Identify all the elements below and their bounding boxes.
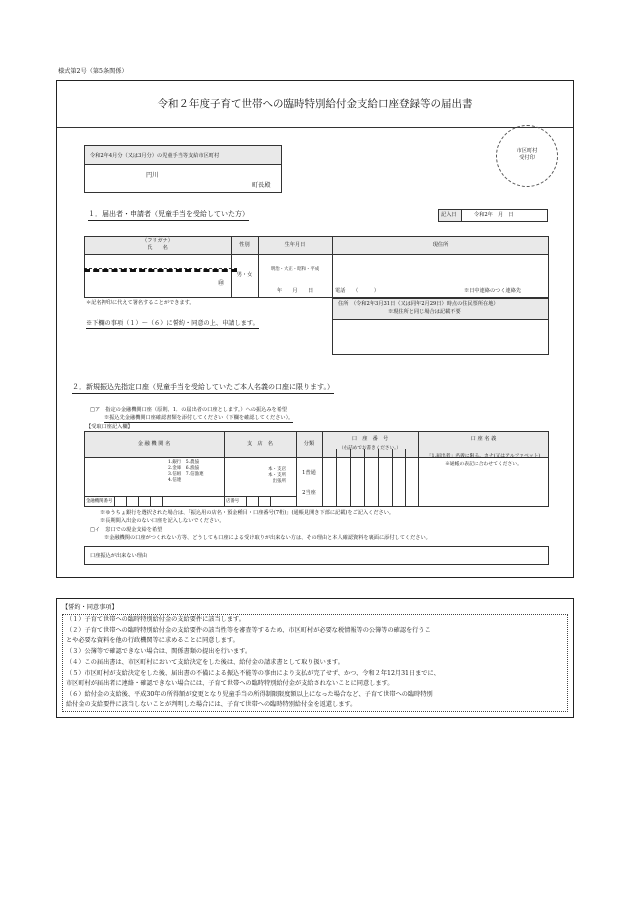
form-title: 令和２年度子育て世帯への臨時特別給付金支給口座登録等の届出書 (157, 98, 473, 110)
birthdate-label: 生年月日 (284, 242, 306, 248)
agreement-item: 市区町村が届出者に連絡・確認できない場合には、子育て世帯への臨時特別給付金が支給されないことに同意します。 (66, 680, 394, 687)
address-input[interactable] (334, 256, 547, 284)
agreement-list (62, 614, 568, 712)
option-a-bank[interactable]: □ア 指定の金融機関口座（原則、1．の届出者の口座とします。）への振込みを希望 (90, 407, 288, 413)
holder-note2: ※通帳の表記に合わせてください。 (445, 462, 522, 467)
branch-name-input[interactable] (226, 459, 268, 495)
agreement-heading: 【誓約・同意事項】 (62, 604, 118, 611)
option-b-note: ※金融機関の口座がつくれない方等、どうしても口座による受け取りが出来ない方は、その理由と本人確認資料を裏面に添付してください。 (104, 535, 431, 541)
class-ordinary[interactable]: 1普通 (302, 470, 316, 476)
account-number-label: 口 座 番 号 (351, 436, 389, 442)
reception-stamp (496, 125, 558, 187)
contact-note: ※日中連絡のつく連絡先 (464, 288, 522, 294)
birthdate-ymd[interactable]: 年 月 日 (276, 288, 314, 294)
class-label: 分類 (303, 441, 315, 447)
section2-heading: ２．新規振込先指定口座（児童手当を受給していたご本人名義の口座に限ります。） (72, 383, 334, 394)
option-a-note: ※振込先金融機関口座確認書類を添付してください（下欄を確認してください）。 (104, 415, 294, 421)
stamp-label: 市区町村 受付印 (516, 148, 538, 161)
pledge-note: ※下欄の事項（１）～（６）に誓約・同意の上、申請します。 (86, 320, 259, 327)
filled-date-value[interactable]: 令和2年 月 日 (474, 212, 514, 218)
agreement-item: （２）子育て世帯への臨時特別給付金の支給要件の該当性等を審査等するため、市区町村が必要な税情報等の公簿等の確認を行うこ (66, 627, 431, 634)
holder-input[interactable] (420, 468, 547, 505)
phone-field[interactable]: 電話 （ ） (335, 288, 380, 294)
agreement-item: （１）子育て世帯への臨時特別給付金の支給要件に該当します。 (66, 616, 245, 623)
prior-address-note: ※現住所と同じ場合は記載不要 (388, 309, 461, 315)
era-options[interactable]: 明治・大正・昭和・平成 (270, 267, 320, 272)
name-input[interactable] (84, 270, 231, 297)
address-label: 現住所 (432, 242, 449, 248)
name-label: 氏 名 (147, 245, 168, 251)
yucho-note: ※ゆうちょ銀行を選択された場合は、「振込用の店名・預金種目・口座番号(7桁)」(通帳見開き下部に記載)をご記入ください。 (100, 510, 395, 516)
mayor-label: 町長殿 (252, 182, 271, 189)
agreement-item: （４）この届出書は、市区町村において支給決定をした後は、給付金の請求書として取り扱います。 (66, 659, 344, 666)
bank-name-input[interactable] (86, 459, 166, 495)
bank-type-options[interactable]: 1.銀行 5.農協 2.金庫 6.漁協 3.信組 7.信漁連 4.信連 (168, 460, 204, 484)
bank-code-label: 金融機関番号 (86, 499, 113, 504)
account-number-note: （右詰めでお書きください。） (338, 446, 401, 451)
long-term-note: ※長期間入出金のない口座を記入しないでください。 (100, 518, 225, 524)
gender-options[interactable]: 男・女 (236, 272, 253, 278)
agreement-item: とや必要な資料を他の行政機関等に求めることに同意します。 (66, 637, 239, 644)
account-entry-label: 【受取口座記入欄】 (86, 424, 133, 430)
section1-heading: １．届出者・申請者（児童手当を受給していた方） (88, 210, 249, 221)
gender-label: 性別 (239, 242, 250, 248)
holder-note: 「1.届出者」名義に限る。カナ(又はアルファベット) (426, 454, 541, 459)
account-number-input[interactable] (323, 459, 417, 506)
agreement-item: （５）市区町村が支給決定をした後、届出書の不備による振込不能等の事由により支払が完了せず、かつ、令和２年12月31日までに、 (66, 670, 440, 677)
agreement-item: （６）給付金の支給後、平成30年の所得額が変更となり児童手当の所得制限限度額以上になった場合など、子育て世帯への臨時特別 (66, 691, 433, 698)
class-current[interactable]: 2当座 (302, 490, 316, 496)
agreement-item: （３）公簿等で確認できない場合は、関係書類の提出を行います。 (66, 648, 252, 655)
prior-address-input[interactable] (334, 321, 547, 353)
filled-date-label: 記入日 (441, 212, 457, 218)
branch-type-options[interactable]: 本・支店 本・支所 出張所 (268, 467, 286, 485)
form-number: 様式第2号（第5条関係） (58, 68, 128, 75)
addressee-header: 令和2年4月分（又は3月分）の児童手当等支給市区町村 (90, 153, 220, 159)
seal-mark: ㊞ (218, 280, 225, 287)
furigana-label: （フリガナ） (142, 238, 173, 244)
branch-code-label: 店番号 (226, 499, 240, 504)
holder-label: 口 座 名 義 (470, 436, 497, 442)
option-b-cash[interactable]: □イ 窓口での現金支給を希望 (90, 527, 163, 533)
prior-address-label: 住所 （令和2年3月31日（又は同年2月29日）時点の住民票所在地） (338, 301, 499, 307)
signature-note: ＊記名押印に代えて署名することができます。 (86, 300, 195, 306)
furigana-input[interactable] (84, 257, 231, 267)
municipality-name: 円川 (146, 172, 159, 179)
bank-name-label: 金 融 機 関 名 (137, 441, 171, 447)
agreement-item: 給付金の支給要件に該当しないことが判明した場合には、子育て世帯への臨時特別給付金を返還します。 (66, 701, 357, 708)
reason-box[interactable] (84, 546, 549, 565)
branch-label: 支 店 名 (247, 441, 273, 447)
reason-label: 口座振込が出来ない理由 (90, 553, 148, 559)
